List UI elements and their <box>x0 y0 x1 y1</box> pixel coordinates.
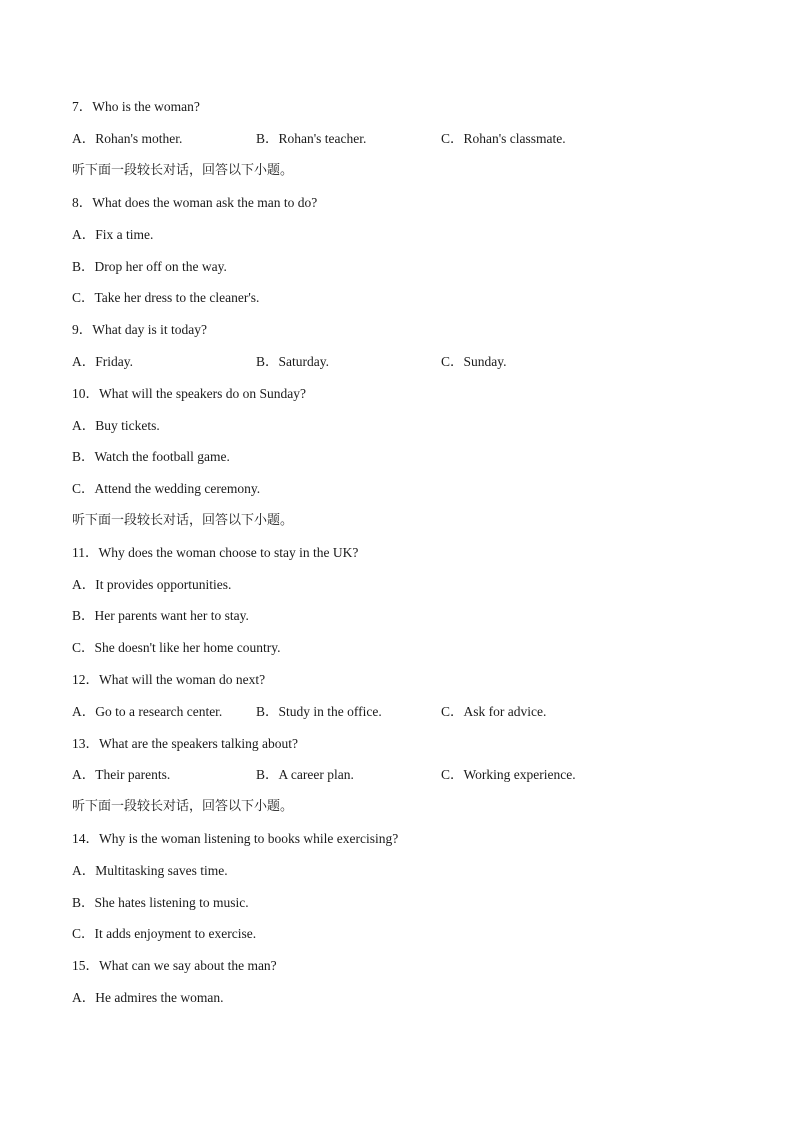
option-8c: C．Take her dress to the cleaner's. <box>72 290 260 305</box>
question-10: 10．What will the speakers do on Sunday? <box>72 386 306 401</box>
option-12c: C．Ask for advice. <box>441 704 547 719</box>
option-13c: C．Working experience. <box>441 767 576 782</box>
option-8b: B．Drop her off on the way. <box>72 259 227 274</box>
option-7b: B．Rohan's teacher. <box>256 131 367 146</box>
option-10a: A．Buy tickets. <box>72 418 160 433</box>
option-14c: C．It adds enjoyment to exercise. <box>72 926 257 941</box>
section-instruction-2: 听下面一段较长对话，回答以下小题。 <box>72 513 294 528</box>
option-7c: C．Rohan's classmate. <box>441 131 566 146</box>
question-12-options <box>72 703 672 721</box>
option-10c: C．Attend the wedding ceremony. <box>72 481 261 496</box>
section-instruction-1: 听下面一段较长对话，回答以下小题。 <box>72 163 294 178</box>
section-instruction-3: 听下面一段较长对话，回答以下小题。 <box>72 799 294 814</box>
option-8a: A．Fix a time. <box>72 227 154 242</box>
question-13-options <box>72 766 672 784</box>
question-12: 12．What will the woman do next? <box>72 672 266 687</box>
option-13b: B．A career plan. <box>256 767 354 782</box>
option-11b: B．Her parents want her to stay. <box>72 608 249 623</box>
option-13a: A．Their parents. <box>72 767 171 782</box>
option-9c: C．Sunday. <box>441 354 507 369</box>
option-14b: B．She hates listening to music. <box>72 895 249 910</box>
option-7a: A．Rohan's mother. <box>72 131 183 146</box>
question-11: 11．Why does the woman choose to stay in the UK? <box>72 545 359 560</box>
question-15: 15．What can we say about the man? <box>72 958 277 973</box>
option-12b: B．Study in the office. <box>256 704 382 719</box>
option-11c: C．She doesn't like her home country. <box>72 640 281 655</box>
question-8: 8．What does the woman ask the man to do? <box>72 195 318 210</box>
question-13: 13．What are the speakers talking about? <box>72 736 299 751</box>
question-14: 14．Why is the woman listening to books while exercising? <box>72 831 399 846</box>
question-7-options <box>72 130 672 148</box>
option-11a: A．It provides opportunities. <box>72 577 232 592</box>
question-9-options <box>72 353 672 371</box>
question-7: 7．Who is the woman? <box>72 99 200 114</box>
option-14a: A．Multitasking saves time. <box>72 863 228 878</box>
option-9b: B．Saturday. <box>256 354 329 369</box>
option-15a: A．He admires the woman. <box>72 990 224 1005</box>
option-10b: B．Watch the football game. <box>72 449 230 464</box>
option-12a: A．Go to a research center. <box>72 704 223 719</box>
question-9: 9．What day is it today? <box>72 322 207 337</box>
option-9a: A．Friday. <box>72 354 133 369</box>
